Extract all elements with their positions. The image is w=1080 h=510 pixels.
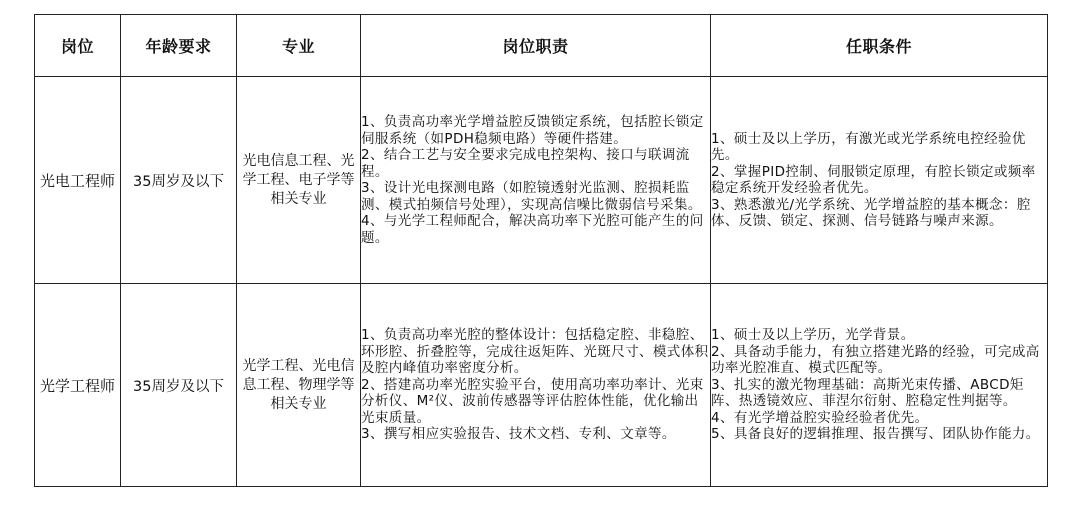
requirement-item: 2、掌握PID控制、伺服锁定原理，有腔长锁定或频率稳定系统开发经验者优先。 [711, 163, 1036, 196]
duty-item: 1、负责高功率光腔的整体设计：包括稳定腔、非稳腔、环形腔、折叠腔等，完成往返矩阵、光斑尺寸、模式体积及腔内峰值功率密度分析。 [361, 327, 709, 377]
job-table [34, 14, 1048, 487]
major-requirement: 光电信息工程、光学工程、电子学等相关专业 [237, 77, 361, 284]
duties-cell [361, 284, 711, 487]
requirement-item: 4、有光学增益腔实验经验者优先。 [711, 409, 929, 426]
duty-item: 2、结合工艺与安全要求完成电控架构、接口与联调流程。 [361, 147, 690, 180]
header-row [35, 15, 1048, 77]
duty-item: 2、搭建高功率光腔实验平台，使用高功率功率计、光束分析仪、M²仪、波前传感器等评估腔体性能，优化输出光束质量。 [361, 376, 704, 426]
header-position: 岗位 [35, 15, 121, 77]
duty-item: 3、撰写相应实验报告、技术文档、专利、文章等。 [361, 426, 676, 443]
requirement-item: 2、具备动手能力，有独立搭建光路的经验，可完成高功率光腔准直、模式匹配等。 [711, 343, 1040, 377]
requirements-cell [711, 284, 1048, 487]
duty-item: 4、与光学工程师配合，解决高功率下光腔可能产生的问题。 [361, 213, 704, 246]
table-row [35, 284, 1048, 487]
header-major: 专业 [237, 15, 361, 77]
table-row [35, 77, 1048, 284]
position-title: 光电工程师 [35, 77, 121, 284]
requirements-cell [711, 77, 1048, 284]
age-requirement: 35周岁及以下 [121, 77, 237, 284]
header-duties: 岗位职责 [361, 15, 711, 77]
major-requirement: 光学工程、光电信息工程、物理学等相关专业 [237, 284, 361, 487]
requirement-item: 1、硕士及以上学历，有激光或光学系统电控经验优先。 [711, 130, 1026, 163]
requirement-item: 3、熟悉激光/光学系统、光学增益腔的基本概念：腔体、反馈、锁定、探测、信号链路与噪声来源。 [711, 196, 1031, 229]
header-age: 年龄要求 [121, 15, 237, 77]
duty-item: 1、负责高功率光学增益腔反馈锁定系统，包括腔长锁定伺服系统（如PDH稳频电路）等硬件搭建。 [361, 114, 704, 147]
position-title: 光学工程师 [35, 284, 121, 487]
duty-item: 3、设计光电探测电路（如腔镜透射光监测、腔损耗监测、模式拍频信号处理），实现高信噪比微弱信号采集。 [361, 180, 702, 213]
requirement-item: 5、具备良好的逻辑推理、报告撰写、团队协作能力。 [711, 426, 1040, 443]
duties-cell [361, 77, 711, 284]
age-requirement: 35周岁及以下 [121, 284, 237, 487]
requirement-item: 3、扎实的激光物理基础：高斯光束传播、ABCD矩阵、热透镜效应、菲涅尔衍射、腔稳定性判据等。 [711, 376, 1024, 410]
requirement-item: 1、硕士及以上学历，光学背景。 [711, 327, 915, 344]
header-requirements: 任职条件 [711, 15, 1048, 77]
